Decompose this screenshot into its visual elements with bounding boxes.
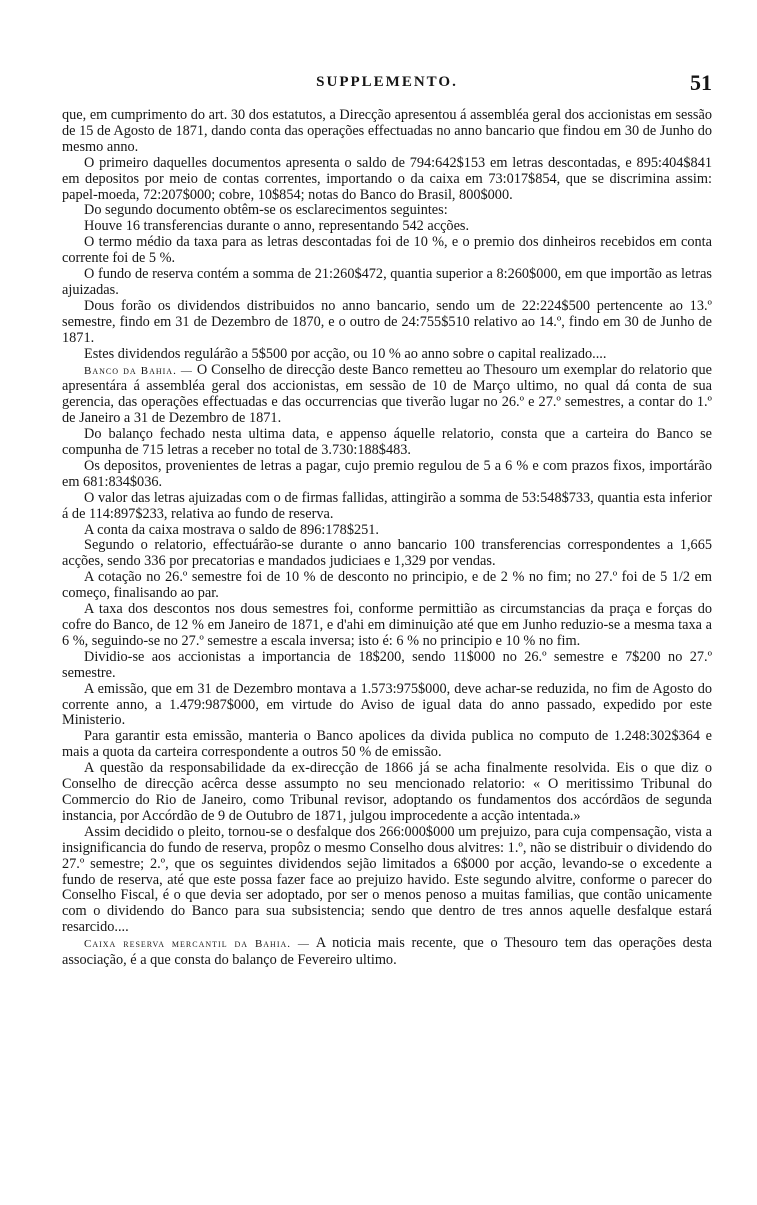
body-text [62,108,712,969]
paragraph: Estes dividendos regulárão a 5$500 por acção, ou 10 % ao anno sobre o capital realizado.... [84,345,607,362]
paragraph: O termo médio da taxa para as letras descontadas foi de 10 %, e o premio dos dinheiros recebidos em conta corrente foi de 5 %. [62,234,712,267]
paragraph: A conta da caixa mostrava o saldo de 896:178$251. [84,521,379,538]
paragraph: A taxa dos descontos nos dous semestres foi, conforme permittião as circumstancias da praça e forças do cofre do Banco, de 12 % em Janeiro de 1871, e d'ahi em diminuição até que em Junho reduzio-se a mesma taxa a 6 %, seguindo-se no 27.º semestre a escala inversa; isto é: 6 % no principio e 10 % no fim. [62,601,712,649]
section-heading: Caixa reserva mercantil da Bahia. — [84,938,310,951]
paragraph: O valor das letras ajuizadas com o de firmas fallidas, attingirão a somma de 53:548$733, quantia esta inferior á de 114:897$233, relativa ao fundo de reserva. [62,489,712,522]
section-paragraph-caixa-reserva [62,936,712,969]
paragraph: Segundo o relatorio, effectuárão-se durante o anno bancario 100 transferencias correspondentes a 1,665 acções, sendo 336 por precatorias e mandados judiciaes e 1,329 por vendas. [62,537,712,570]
paragraph: Do balanço fechado nesta ultima data, e appenso áquelle relatorio, consta que a carteira do Banco se compunha de 715 letras a receber no total de 3.730:188$483. [62,426,712,459]
paragraph-text: O Conselho de direcção deste Banco remetteu ao Thesouro um exemplar do relatorio que apresentára á assembléa geral dos accionistas, em sessão de 10 de Março ultimo, no qual dá conta de sua gerencia, das operações effectuadas e das occurrencias que tiverão lugar no 26.º e 27.º semestres, a contar do 1.º de Janeiro a 31 de Dezembro de 1871. [62,361,712,427]
paragraph: Os depositos, provenientes de letras a pagar, cujo premio regulou de 5 a 6 % e com prazos fixos, importárão em 681:834$036. [62,457,712,490]
paragraph: O fundo de reserva contém a somma de 21:260$472, quantia superior a 8:260$000, em que importão as letras ajuizadas. [62,266,712,298]
section-paragraph-banco-da-bahia [62,363,712,428]
section-heading: Banco da Bahia. — [84,364,193,377]
paragraph: Dous forão os dividendos distribuidos no anno bancario, sendo um de 22:224$500 pertencente ao 13.º semestre, findo em 31 de Dezembro de 1870, e o outro de 24:755$510 relativo ao 14.º, findo em 30 de Junho de 1871. [62,297,712,346]
paragraph-text: A noticia mais recente, que o Thesouro tem das operações desta associação, é a que consta do balanço de Fevereiro ultimo. [62,935,713,969]
paragraph: Do segundo documento obtêm-se os esclarecimentos seguintes: [84,202,448,219]
paragraph: que, em cumprimento do art. 30 dos estatutos, a Direcção apresentou á assembléa geral dos accionistas em sessão de 15 de Agosto de 1871, dando conta das operações effectuadas no anno bancario que findou em 30 de Junho do mesmo anno. [62,107,712,155]
paragraph: Dividio-se aos accionistas a importancia de 18$200, sendo 11$000 no 26.º semestre e 7$200 no 27.º semestre. [62,648,712,681]
paragraph: A questão da responsabilidade da ex-direcção de 1866 já se acha finalmente resolvida. Eis o que diz o Conselho de direcção acêrca desse assumpto no seu mencionado relatorio: « O meritissimo Tribunal do Commercio do Rio de Janeiro, como Tribunal revisor, adoptando os fundamentos dos accórdãos de segunda instancia, por Accórdão de 9 de Outubro de 1871, julgou improcedente a acção intentada.» [62,760,712,824]
paragraph: A emissão, que em 31 de Dezembro montava a 1.573:975$000, deve achar-se reduzida, no fim de Agosto do corrente anno, a 1.479:987$000, em virtude do Aviso de igual data do anno passado, expedido por este Ministerio. [62,680,712,729]
paragraph: A cotação no 26.º semestre foi de 10 % de desconto no principio, e de 2 % no fim; no 27.º foi de 5 1/2 em começo, finalisando ao par. [62,569,712,602]
page-header [62,70,712,106]
paragraph: O primeiro daquelles documentos apresenta o saldo de 794:642$153 em letras descontadas, e 895:404$841 em depositos por meio de contas correntes, importando o da caixa em 73:017$854, que se discrimina assim: papel-moeda, 72:207$000; cobre, 10$854; notas do Banco do Brasil, 800$000. [62,154,712,203]
running-title: SUPPLEMENTO. [316,74,458,90]
paragraph: Assim decidido o pleito, tornou-se o desfalque dos 266:000$000 um prejuizo, para cuja compensação, vista a insignificancia do fundo de reserva, propôz o mesmo Conselho dous alvitres: 1.º, não se distribuir o dividendo do 27.º semestre; 2.º, que os seguintes dividendos sejão limitados a 6$000 por acção, levando-se o excedente a fundo de reserva, até que este possa fazer face ao prejuizo havido. Este segundo alvitre, conforme o parecer do Conselho Fiscal, é o que devia ser adoptado, por ser o menos penoso a muitas familias, que contão unicamente com o dividendo do Banco para sua subsistencia; sendo que dentro de tres annos aquelle desfalque estará resarcido.... [62,823,712,936]
paragraph: Para garantir esta emissão, manteria o Banco apolices da divida publica no computo de 1.248:302$364 e mais a quota da carteira correspondente a outros 50 % de emissão. [62,728,712,761]
page-number: 51 [690,70,712,95]
paragraph: Houve 16 transferencias durante o anno, representando 542 acções. [84,218,470,235]
